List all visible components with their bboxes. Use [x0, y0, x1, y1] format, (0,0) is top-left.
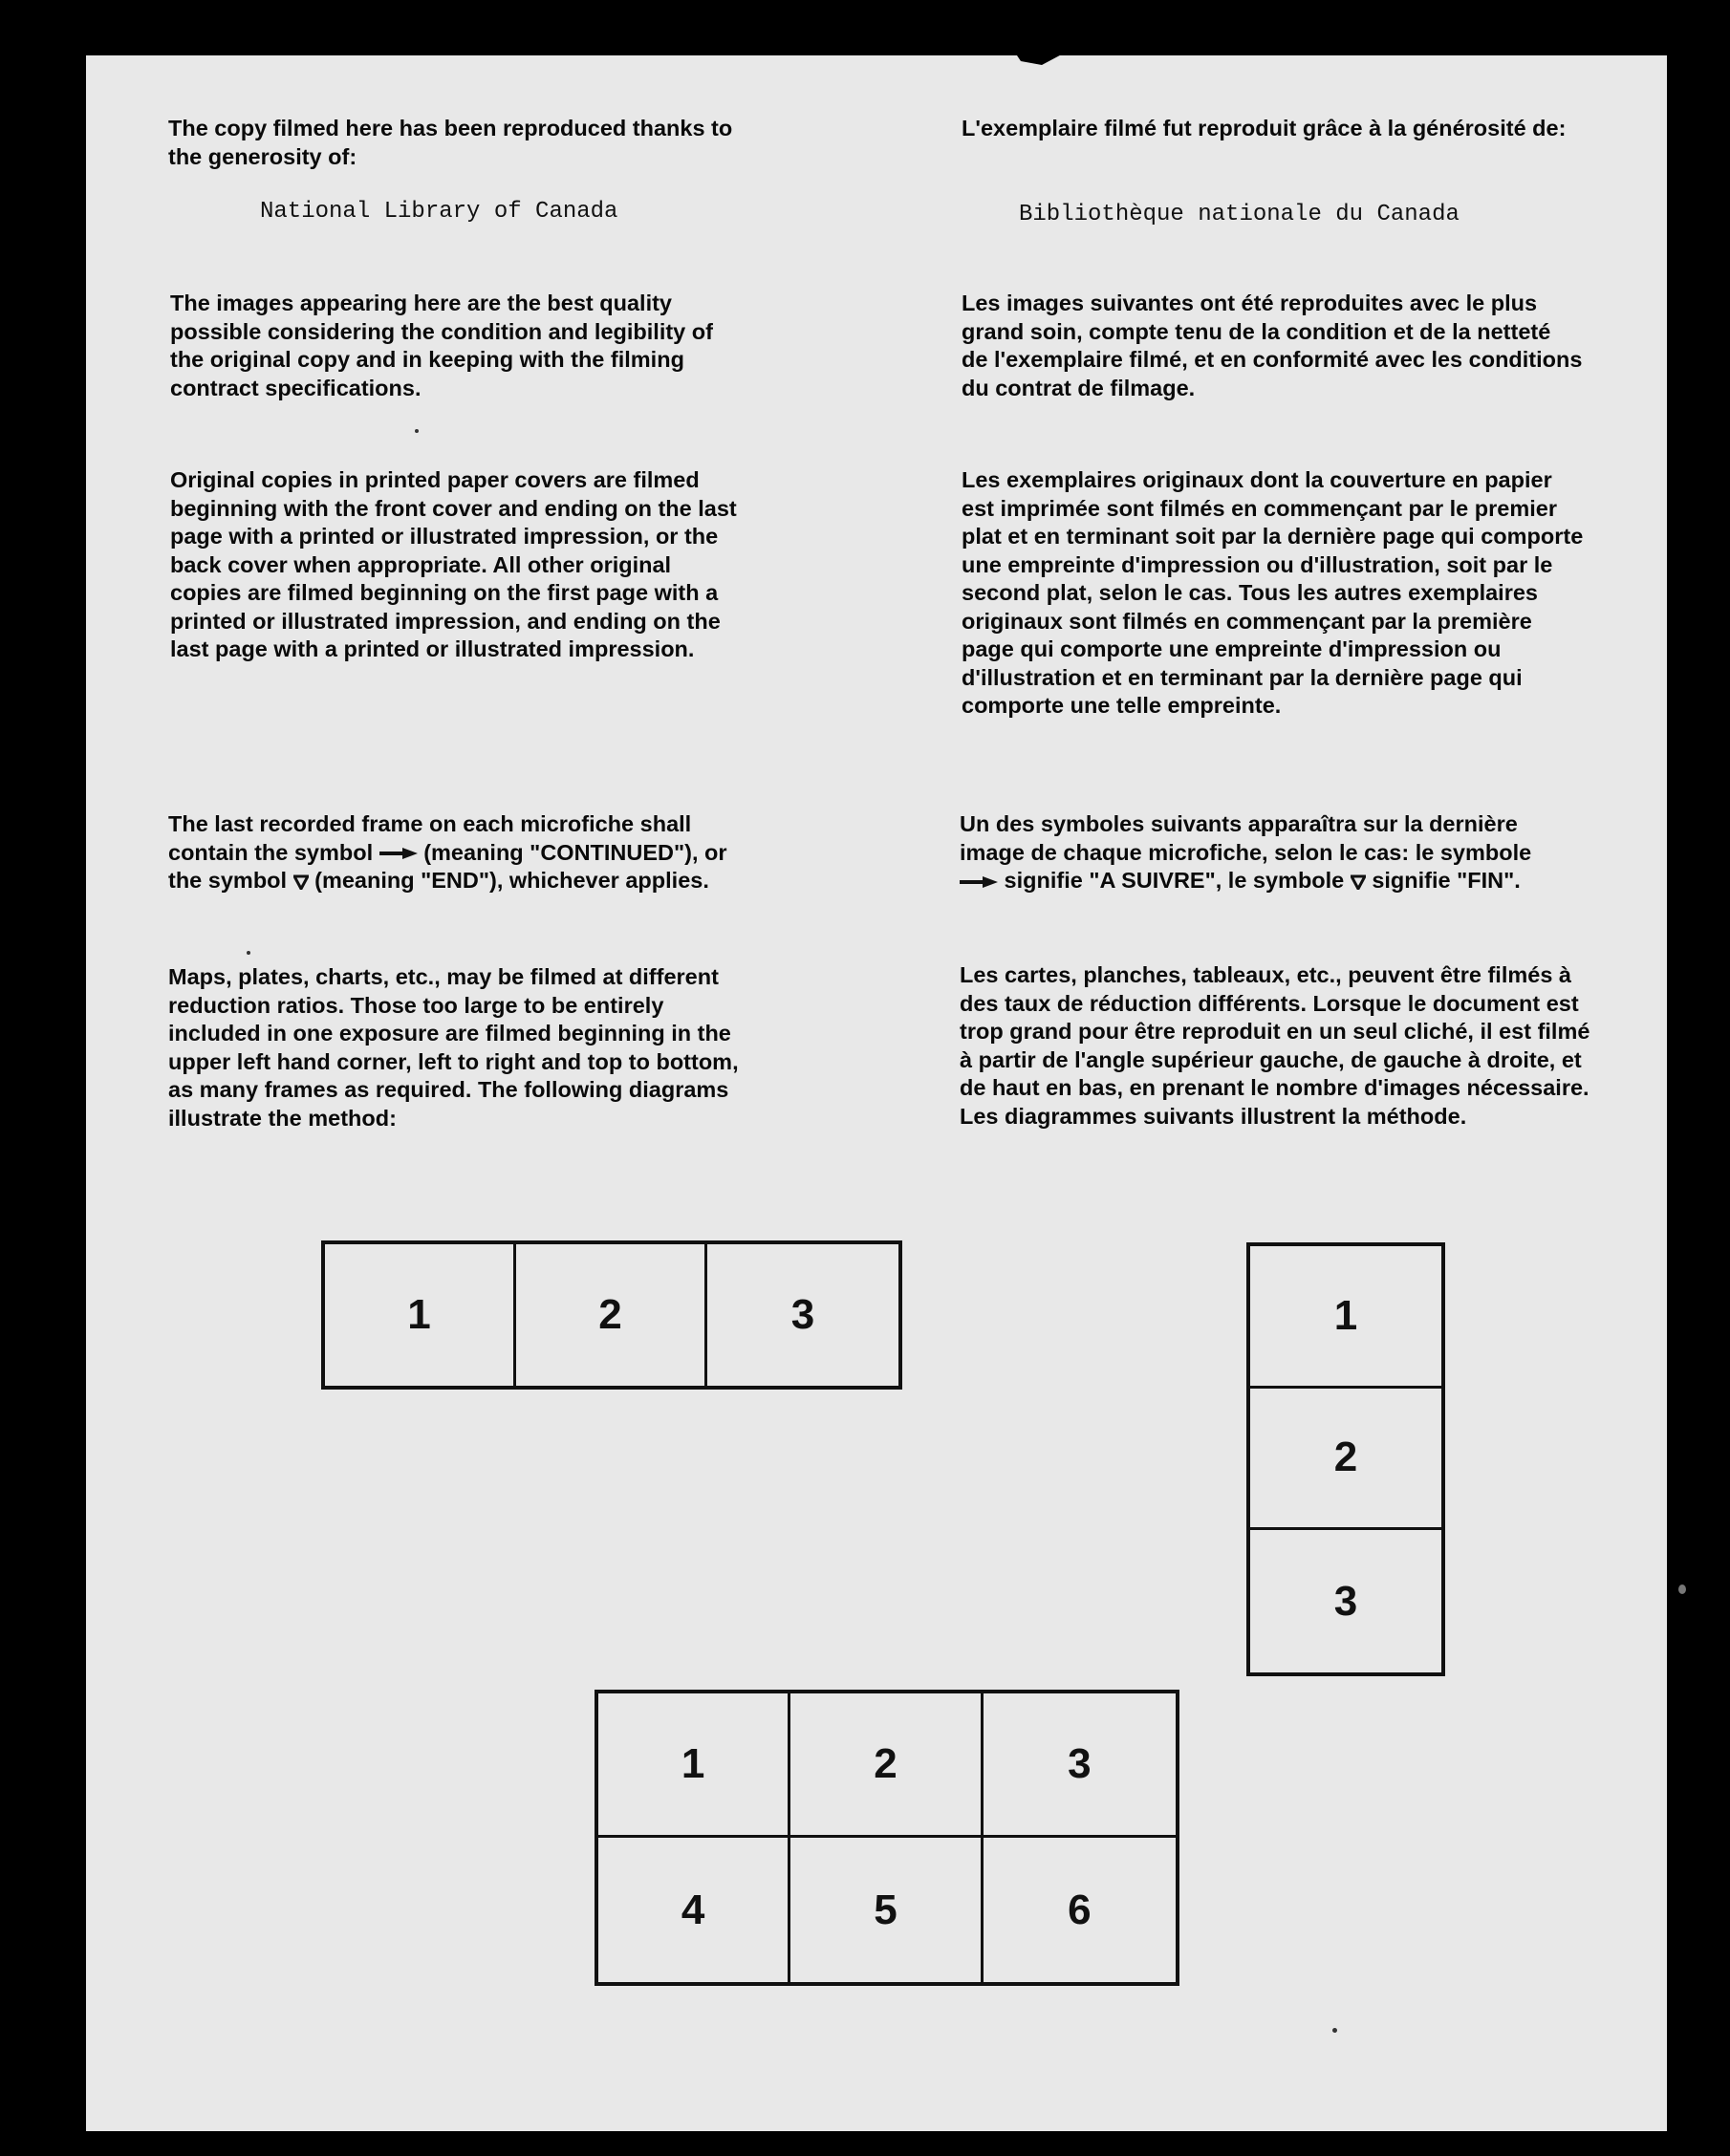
- diagram-row-cell: 2: [516, 1244, 707, 1386]
- diagram-row-cell: 3: [790, 1291, 815, 1338]
- french-symbols-paragraph: Un des symboles suivants apparaîtra sur la dernière image de chaque microfiche, selon le cas: le symbole signifie "A SUIVRE", le symbole signifie "FIN".: [960, 811, 1532, 893]
- arrow-right-icon: [379, 847, 418, 860]
- diagram-grid-cell: 6: [1068, 1886, 1092, 1933]
- english-library-name: National Library of Canada: [260, 199, 618, 225]
- triangle-down-icon: [293, 874, 309, 890]
- diagram-grid-cell: 3: [984, 1693, 1176, 1838]
- diagram-grid-cell: 4: [598, 1838, 790, 1982]
- diagram-grid-cell: 1: [598, 1693, 790, 1838]
- diagram-grid: [595, 1690, 1179, 1986]
- diagram-column: [1246, 1242, 1445, 1676]
- english-maps-paragraph: Maps, plates, charts, etc., may be filmed at different reduction ratios. Those too large to be entirely included in one exposure are filmed beginning in the upper left hand corner, left to right and top to bottom, as many frames as required. The following diagrams illustrate the method:: [168, 964, 739, 1131]
- triangle-down-icon: [1351, 874, 1366, 890]
- diagram-column-cell: 3: [1333, 1577, 1358, 1625]
- english-originals-paragraph: Original copies in printed paper covers are filmed beginning with the front cover and ending on the last page with a printed or illustrated impression, or the back cover when appropriate. All other original copies are filmed beginning on the first page with a printed or illustrated impression, and ending on the last page with a printed or illustrated impression.: [170, 467, 737, 661]
- speck: [247, 951, 250, 955]
- french-maps-paragraph: Les cartes, planches, tableaux, etc., peuvent être filmés à des taux de réduction différents. Lorsque le document est trop grand pour être reproduit en un seul cliché, il est filmé à partir de l'angle supérieur gauche, de gauche à droite, et de haut en bas, en prenant le nombre d'images nécessaire. Les diagrammes suivants illustrent la méthode.: [960, 962, 1590, 1129]
- french-originals-paragraph: Les exemplaires originaux dont la couverture en papier est imprimée sont filmés en commençant par le premier plat et en terminant soit par la dernière page qui comporte une empreinte d'impression ou d'illustration, soit par le second plat, selon le cas. Tous les autres exemplaires originaux sont filmés en commençant par la première page qui comporte une empreinte d'impression ou d'illustration et en terminant par la dernière page qui comporte une telle empreinte.: [962, 467, 1584, 718]
- french-library-name: Bibliothèque nationale du Canada: [1019, 202, 1460, 227]
- diagram-column-cell: 2: [1250, 1389, 1441, 1531]
- english-intro: The copy filmed here has been reproduced thanks to the generosity of:: [168, 116, 733, 169]
- speck: [1678, 1585, 1686, 1594]
- arrow-right-icon: [960, 875, 998, 889]
- speck: [1332, 2028, 1337, 2033]
- diagram-column-cell: 1: [1250, 1246, 1441, 1389]
- english-symbols-paragraph: The last recorded frame on each microfiche shall contain the symbol (meaning "CONTINUED"), or the symbol (meaning "END"), whichever applies.: [168, 811, 727, 893]
- diagram-row: [321, 1240, 902, 1390]
- french-quality-paragraph: Les images suivantes ont été reproduites avec le plus grand soin, compte tenu de la condition et de la netteté de l'exemplaire filmé, et en conformité avec les conditions du contrat de filmage.: [962, 291, 1583, 400]
- english-quality-paragraph: The images appearing here are the best quality possible considering the condition and legibility of the original copy and in keeping with the filming contract specifications.: [170, 291, 713, 400]
- film-notch: [1013, 50, 1070, 69]
- diagram-row-cell: 1: [325, 1244, 516, 1386]
- diagram-grid-cell: 5: [790, 1838, 983, 1982]
- speck: [415, 429, 419, 433]
- french-intro: L'exemplaire filmé fut reproduit grâce à la générosité de:: [962, 116, 1567, 140]
- microfiche-target-sheet: [86, 55, 1667, 2131]
- diagram-grid-cell: 2: [790, 1693, 983, 1838]
